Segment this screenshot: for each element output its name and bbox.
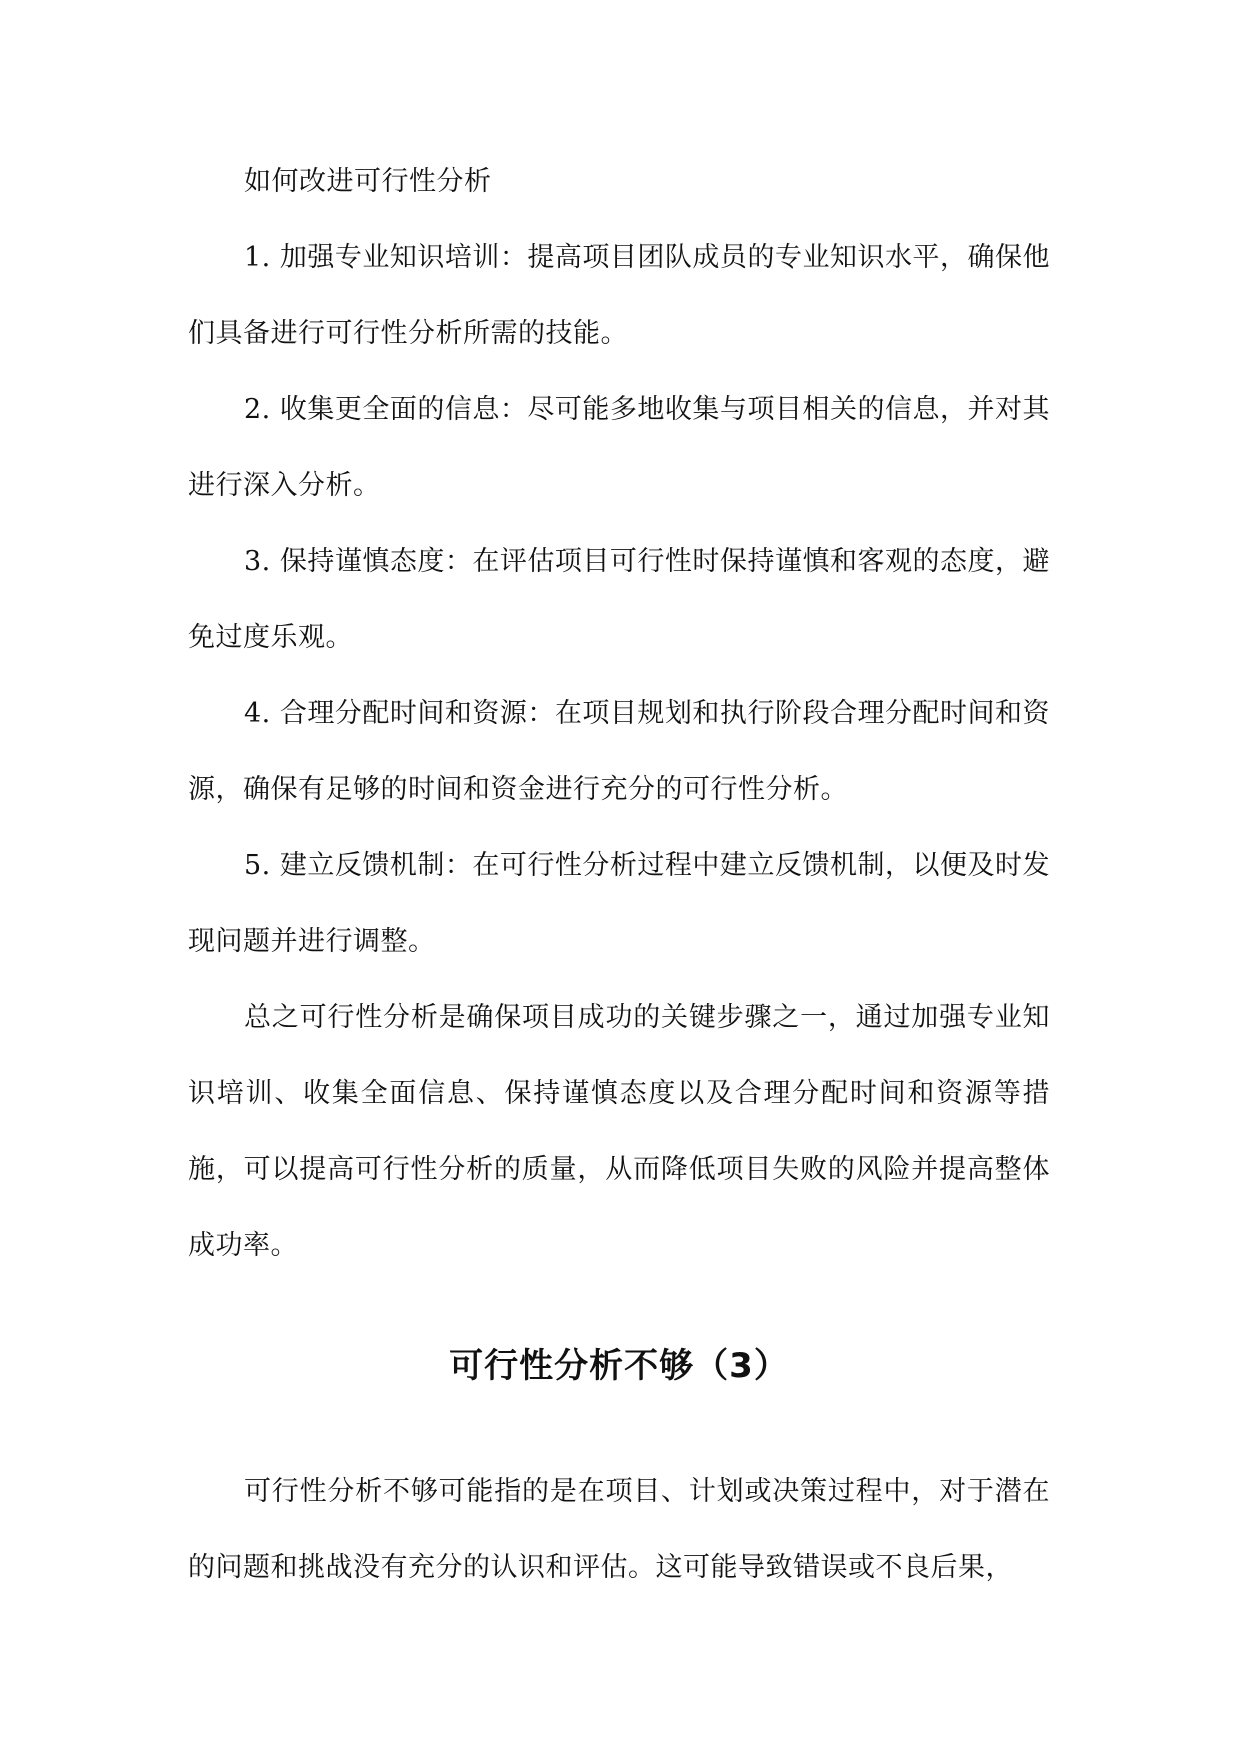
list-item: 2. 收集更全面的信息：尽可能多地收集与项目相关的信息，并对其进行深入分析。: [188, 394, 1050, 501]
list-item: 5. 建立反馈机制：在可行性分析过程中建立反馈机制，以便及时发现问题并进行调整。: [188, 850, 1050, 957]
list-item: 3. 保持谨慎态度：在评估项目可行性时保持谨慎和客观的态度，避免过度乐观。: [188, 546, 1050, 653]
list-item: 1. 加强专业知识培训：提高项目团队成员的专业知识水平，确保他们具备进行可行性分析所需的技能。: [188, 242, 1050, 349]
section-paragraph: 可行性分析不够可能指的是在项目、计划或决策过程中，对于潜在的问题和挑战没有充分的认识和评估。这可能导致错误或不良后果，: [188, 1476, 1050, 1583]
section-heading: 可行性分析不够（3）: [449, 1346, 789, 1386]
list-item: 4. 合理分配时间和资源：在项目规划和执行阶段合理分配时间和资源，确保有足够的时间和资金进行充分的可行性分析。: [188, 698, 1050, 805]
document-body: [188, 144, 1050, 1606]
spacer: [188, 1284, 1050, 1336]
intro-line: 如何改进可行性分析: [244, 166, 492, 197]
spacer: [188, 1396, 1050, 1454]
summary-paragraph: 总之可行性分析是确保项目成功的关键步骤之一，通过加强专业知识培训、收集全面信息、保持谨慎态度以及合理分配时间和资源等措施，可以提高可行性分析的质量，从而降低项目失败的风险并提高整体成功率。: [188, 1002, 1050, 1261]
